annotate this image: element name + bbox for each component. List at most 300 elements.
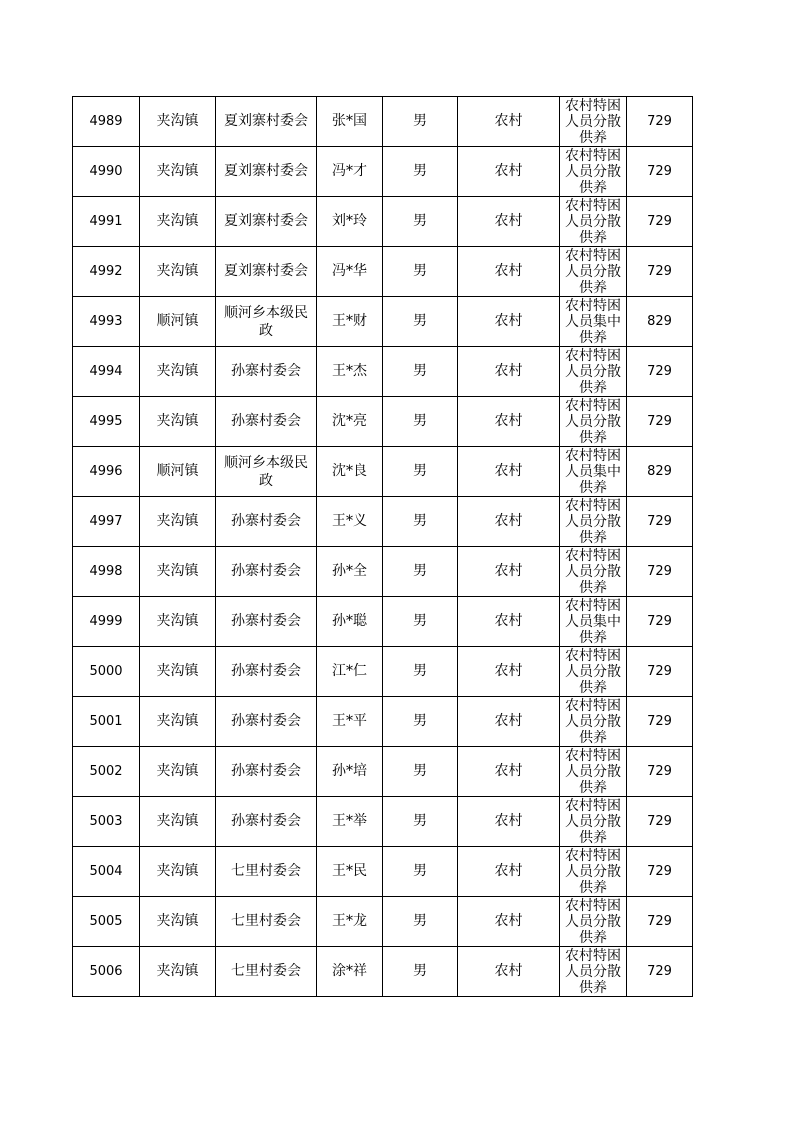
gender-text: 男: [413, 513, 427, 529]
village-text: 孙寨村委会: [231, 413, 301, 429]
person-name-text: 孙*全: [332, 563, 367, 579]
support-type-cell: [560, 297, 627, 347]
gender-text: 男: [413, 963, 427, 979]
village-text: 孙寨村委会: [231, 813, 301, 829]
area-type-text: 农村: [494, 113, 523, 129]
support-type-text: 农村特困人员分散供养: [565, 948, 621, 996]
town-cell: [140, 497, 216, 547]
table-row: [73, 447, 693, 497]
area-type-cell: [458, 197, 560, 247]
person-name-cell: [317, 197, 383, 247]
village-text: 夏刘寨村委会: [224, 263, 308, 279]
row-id-cell: [73, 897, 140, 947]
village-text: 顺河乡本级民政: [224, 454, 308, 489]
village-text: 孙寨村委会: [231, 563, 301, 579]
support-type-cell: [560, 397, 627, 447]
person-name-cell: [317, 847, 383, 897]
area-type-text: 农村: [494, 463, 523, 479]
table-row: [73, 947, 693, 997]
gender-cell: [383, 547, 458, 597]
amount-cell: [627, 447, 693, 497]
row-id-text: 4992: [89, 264, 123, 279]
amount-cell: [627, 497, 693, 547]
person-name-text: 王*民: [332, 863, 367, 879]
amount-text: 829: [647, 464, 672, 479]
village-cell: [216, 197, 317, 247]
town-text: 夹沟镇: [156, 763, 199, 779]
village-cell: [216, 447, 317, 497]
town-text: 夹沟镇: [156, 913, 199, 929]
area-type-text: 农村: [494, 713, 523, 729]
area-type-text: 农村: [494, 763, 523, 779]
town-text: 夹沟镇: [156, 963, 199, 979]
person-name-cell: [317, 697, 383, 747]
gender-cell: [383, 747, 458, 797]
row-id-text: 4998: [89, 564, 123, 579]
row-id-text: 4990: [89, 164, 123, 179]
village-cell: [216, 247, 317, 297]
village-cell: [216, 147, 317, 197]
gender-text: 男: [413, 613, 427, 629]
area-type-cell: [458, 447, 560, 497]
area-type-text: 农村: [494, 213, 523, 229]
row-id-text: 4994: [89, 364, 123, 379]
gender-text: 男: [413, 213, 427, 229]
village-cell: [216, 647, 317, 697]
village-text: 夏刘寨村委会: [224, 113, 308, 129]
row-id-cell: [73, 347, 140, 397]
table-row: [73, 597, 693, 647]
area-type-text: 农村: [494, 363, 523, 379]
person-name-text: 张*国: [332, 113, 367, 129]
town-cell: [140, 547, 216, 597]
village-cell: [216, 347, 317, 397]
support-type-cell: [560, 147, 627, 197]
row-id-text: 5000: [89, 664, 123, 679]
row-id-cell: [73, 147, 140, 197]
table-row: [73, 397, 693, 447]
support-type-text: 农村特困人员分散供养: [565, 248, 621, 296]
amount-cell: [627, 547, 693, 597]
row-id-cell: [73, 297, 140, 347]
support-type-cell: [560, 97, 627, 147]
row-id-text: 4995: [89, 414, 123, 429]
amount-text: 729: [647, 164, 672, 179]
gender-text: 男: [413, 313, 427, 329]
row-id-text: 5005: [89, 914, 123, 929]
support-type-text: 农村特困人员分散供养: [565, 198, 621, 246]
gender-text: 男: [413, 563, 427, 579]
row-id-text: 5003: [89, 814, 123, 829]
amount-cell: [627, 597, 693, 647]
town-cell: [140, 847, 216, 897]
support-type-cell: [560, 647, 627, 697]
gender-text: 男: [413, 413, 427, 429]
person-name-cell: [317, 497, 383, 547]
gender-cell: [383, 397, 458, 447]
row-id-cell: [73, 647, 140, 697]
amount-text: 729: [647, 614, 672, 629]
town-cell: [140, 597, 216, 647]
amount-text: 729: [647, 664, 672, 679]
table-row: [73, 647, 693, 697]
amount-cell: [627, 797, 693, 847]
village-cell: [216, 697, 317, 747]
town-cell: [140, 897, 216, 947]
person-name-cell: [317, 447, 383, 497]
town-text: 夹沟镇: [156, 863, 199, 879]
town-cell: [140, 447, 216, 497]
person-name-cell: [317, 547, 383, 597]
person-name-cell: [317, 297, 383, 347]
amount-text: 729: [647, 214, 672, 229]
person-name-text: 江*仁: [332, 663, 367, 679]
gender-text: 男: [413, 363, 427, 379]
area-type-text: 农村: [494, 413, 523, 429]
area-type-cell: [458, 297, 560, 347]
village-cell: [216, 297, 317, 347]
row-id-text: 4991: [89, 214, 123, 229]
row-id-text: 4996: [89, 464, 123, 479]
village-text: 孙寨村委会: [231, 513, 301, 529]
village-text: 顺河乡本级民政: [224, 304, 308, 339]
support-type-cell: [560, 947, 627, 997]
amount-cell: [627, 97, 693, 147]
table-body: [73, 97, 693, 997]
row-id-cell: [73, 247, 140, 297]
village-cell: [216, 497, 317, 547]
support-type-text: 农村特困人员分散供养: [565, 398, 621, 446]
table-row: [73, 497, 693, 547]
area-type-cell: [458, 397, 560, 447]
town-cell: [140, 247, 216, 297]
area-type-text: 农村: [494, 813, 523, 829]
support-type-cell: [560, 347, 627, 397]
amount-text: 729: [647, 364, 672, 379]
gender-cell: [383, 247, 458, 297]
gender-text: 男: [413, 463, 427, 479]
person-name-cell: [317, 147, 383, 197]
town-text: 夹沟镇: [156, 663, 199, 679]
area-type-cell: [458, 497, 560, 547]
area-type-text: 农村: [494, 913, 523, 929]
area-type-cell: [458, 847, 560, 897]
amount-text: 729: [647, 914, 672, 929]
village-cell: [216, 947, 317, 997]
row-id-text: 5002: [89, 764, 123, 779]
area-type-cell: [458, 547, 560, 597]
town-text: 顺河镇: [156, 313, 199, 329]
gender-text: 男: [413, 713, 427, 729]
village-cell: [216, 847, 317, 897]
amount-text: 729: [647, 764, 672, 779]
village-cell: [216, 597, 317, 647]
support-type-cell: [560, 797, 627, 847]
person-name-cell: [317, 97, 383, 147]
gender-text: 男: [413, 663, 427, 679]
table-row: [73, 97, 693, 147]
gender-cell: [383, 947, 458, 997]
support-type-text: 农村特困人员集中供养: [565, 298, 621, 346]
village-text: 孙寨村委会: [231, 713, 301, 729]
area-type-text: 农村: [494, 663, 523, 679]
row-id-text: 5004: [89, 864, 123, 879]
gender-cell: [383, 297, 458, 347]
person-name-text: 沈*良: [332, 463, 367, 479]
amount-cell: [627, 347, 693, 397]
row-id-text: 5001: [89, 714, 123, 729]
person-name-text: 王*财: [332, 313, 367, 329]
town-text: 夹沟镇: [156, 713, 199, 729]
row-id-cell: [73, 847, 140, 897]
amount-cell: [627, 647, 693, 697]
village-text: 孙寨村委会: [231, 363, 301, 379]
town-text: 夹沟镇: [156, 813, 199, 829]
row-id-cell: [73, 197, 140, 247]
person-name-cell: [317, 947, 383, 997]
amount-cell: [627, 847, 693, 897]
support-type-cell: [560, 247, 627, 297]
person-name-cell: [317, 747, 383, 797]
town-text: 夹沟镇: [156, 413, 199, 429]
village-cell: [216, 747, 317, 797]
person-name-text: 王*举: [332, 813, 367, 829]
table-row: [73, 797, 693, 847]
person-name-text: 冯*才: [332, 163, 367, 179]
table-row: [73, 347, 693, 397]
town-text: 夹沟镇: [156, 263, 199, 279]
person-name-text: 冯*华: [332, 263, 367, 279]
village-cell: [216, 797, 317, 847]
person-name-text: 王*平: [332, 713, 367, 729]
support-type-cell: [560, 497, 627, 547]
gender-cell: [383, 197, 458, 247]
gender-cell: [383, 347, 458, 397]
amount-cell: [627, 297, 693, 347]
area-type-cell: [458, 97, 560, 147]
village-text: 七里村委会: [231, 913, 301, 929]
support-type-text: 农村特困人员分散供养: [565, 498, 621, 546]
person-name-cell: [317, 347, 383, 397]
row-id-text: 4993: [89, 314, 123, 329]
town-cell: [140, 197, 216, 247]
gender-cell: [383, 897, 458, 947]
gender-text: 男: [413, 763, 427, 779]
gender-text: 男: [413, 813, 427, 829]
gender-text: 男: [413, 863, 427, 879]
support-type-cell: [560, 897, 627, 947]
table-row: [73, 697, 693, 747]
records-table: [72, 96, 693, 997]
support-type-text: 农村特困人员分散供养: [565, 148, 621, 196]
support-type-text: 农村特困人员分散供养: [565, 898, 621, 946]
area-type-cell: [458, 797, 560, 847]
gender-text: 男: [413, 113, 427, 129]
area-type-text: 农村: [494, 563, 523, 579]
area-type-text: 农村: [494, 613, 523, 629]
support-type-text: 农村特困人员分散供养: [565, 548, 621, 596]
town-cell: [140, 297, 216, 347]
amount-cell: [627, 897, 693, 947]
row-id-cell: [73, 447, 140, 497]
gender-cell: [383, 497, 458, 547]
row-id-cell: [73, 697, 140, 747]
row-id-cell: [73, 947, 140, 997]
amount-cell: [627, 147, 693, 197]
row-id-cell: [73, 97, 140, 147]
area-type-cell: [458, 947, 560, 997]
row-id-cell: [73, 797, 140, 847]
person-name-text: 王*杰: [332, 363, 367, 379]
gender-cell: [383, 847, 458, 897]
person-name-cell: [317, 397, 383, 447]
town-cell: [140, 97, 216, 147]
amount-text: 729: [647, 714, 672, 729]
support-type-text: 农村特困人员集中供养: [565, 598, 621, 646]
support-type-text: 农村特困人员分散供养: [565, 848, 621, 896]
gender-cell: [383, 697, 458, 747]
area-type-text: 农村: [494, 863, 523, 879]
amount-text: 829: [647, 314, 672, 329]
person-name-text: 刘*玲: [332, 213, 367, 229]
person-name-cell: [317, 647, 383, 697]
area-type-cell: [458, 247, 560, 297]
amount-text: 729: [647, 864, 672, 879]
village-text: 孙寨村委会: [231, 613, 301, 629]
village-cell: [216, 97, 317, 147]
town-cell: [140, 797, 216, 847]
area-type-text: 农村: [494, 313, 523, 329]
town-cell: [140, 647, 216, 697]
town-text: 夹沟镇: [156, 163, 199, 179]
row-id-text: 4997: [89, 514, 123, 529]
town-text: 夹沟镇: [156, 563, 199, 579]
area-type-text: 农村: [494, 263, 523, 279]
area-type-cell: [458, 147, 560, 197]
support-type-cell: [560, 747, 627, 797]
gender-cell: [383, 797, 458, 847]
amount-text: 729: [647, 114, 672, 129]
support-type-text: 农村特困人员分散供养: [565, 748, 621, 796]
person-name-text: 沈*亮: [332, 413, 367, 429]
area-type-cell: [458, 347, 560, 397]
support-type-text: 农村特困人员分散供养: [565, 698, 621, 746]
gender-cell: [383, 147, 458, 197]
village-text: 孙寨村委会: [231, 763, 301, 779]
row-id-text: 5006: [89, 964, 123, 979]
gender-text: 男: [413, 263, 427, 279]
table-row: [73, 897, 693, 947]
person-name-text: 孙*培: [332, 763, 367, 779]
town-text: 夹沟镇: [156, 363, 199, 379]
village-cell: [216, 397, 317, 447]
area-type-cell: [458, 597, 560, 647]
support-type-text: 农村特困人员分散供养: [565, 648, 621, 696]
table-row: [73, 847, 693, 897]
town-text: 夹沟镇: [156, 513, 199, 529]
area-type-cell: [458, 897, 560, 947]
town-cell: [140, 697, 216, 747]
person-name-text: 孙*聪: [332, 613, 367, 629]
village-text: 七里村委会: [231, 863, 301, 879]
row-id-cell: [73, 397, 140, 447]
gender-cell: [383, 97, 458, 147]
area-type-cell: [458, 697, 560, 747]
area-type-cell: [458, 647, 560, 697]
village-text: 孙寨村委会: [231, 663, 301, 679]
amount-text: 729: [647, 514, 672, 529]
town-text: 夹沟镇: [156, 113, 199, 129]
town-cell: [140, 397, 216, 447]
amount-text: 729: [647, 964, 672, 979]
table-row: [73, 247, 693, 297]
table-row: [73, 197, 693, 247]
person-name-text: 王*义: [332, 513, 367, 529]
amount-cell: [627, 747, 693, 797]
town-text: 夹沟镇: [156, 213, 199, 229]
row-id-text: 4999: [89, 614, 123, 629]
village-text: 夏刘寨村委会: [224, 213, 308, 229]
village-cell: [216, 897, 317, 947]
amount-cell: [627, 197, 693, 247]
amount-cell: [627, 247, 693, 297]
row-id-cell: [73, 547, 140, 597]
amount-text: 729: [647, 564, 672, 579]
table-row: [73, 547, 693, 597]
gender-text: 男: [413, 163, 427, 179]
gender-cell: [383, 447, 458, 497]
amount-cell: [627, 697, 693, 747]
support-type-cell: [560, 847, 627, 897]
person-name-text: 涂*祥: [332, 963, 367, 979]
town-cell: [140, 747, 216, 797]
support-type-text: 农村特困人员集中供养: [565, 448, 621, 496]
support-type-cell: [560, 447, 627, 497]
row-id-cell: [73, 497, 140, 547]
town-cell: [140, 147, 216, 197]
support-type-cell: [560, 547, 627, 597]
town-text: 夹沟镇: [156, 613, 199, 629]
amount-text: 729: [647, 264, 672, 279]
support-type-text: 农村特困人员分散供养: [565, 98, 621, 146]
gender-text: 男: [413, 913, 427, 929]
amount-cell: [627, 947, 693, 997]
area-type-text: 农村: [494, 163, 523, 179]
village-text: 夏刘寨村委会: [224, 163, 308, 179]
table-row: [73, 147, 693, 197]
village-cell: [216, 547, 317, 597]
support-type-text: 农村特困人员分散供养: [565, 348, 621, 396]
row-id-cell: [73, 747, 140, 797]
row-id-text: 4989: [89, 114, 123, 129]
amount-text: 729: [647, 814, 672, 829]
support-type-cell: [560, 697, 627, 747]
person-name-text: 王*龙: [332, 913, 367, 929]
village-text: 七里村委会: [231, 963, 301, 979]
town-cell: [140, 347, 216, 397]
person-name-cell: [317, 797, 383, 847]
area-type-cell: [458, 747, 560, 797]
town-text: 顺河镇: [156, 463, 199, 479]
support-type-cell: [560, 197, 627, 247]
amount-cell: [627, 397, 693, 447]
row-id-cell: [73, 597, 140, 647]
support-type-text: 农村特困人员分散供养: [565, 798, 621, 846]
table-row: [73, 297, 693, 347]
town-cell: [140, 947, 216, 997]
amount-text: 729: [647, 414, 672, 429]
support-type-cell: [560, 597, 627, 647]
